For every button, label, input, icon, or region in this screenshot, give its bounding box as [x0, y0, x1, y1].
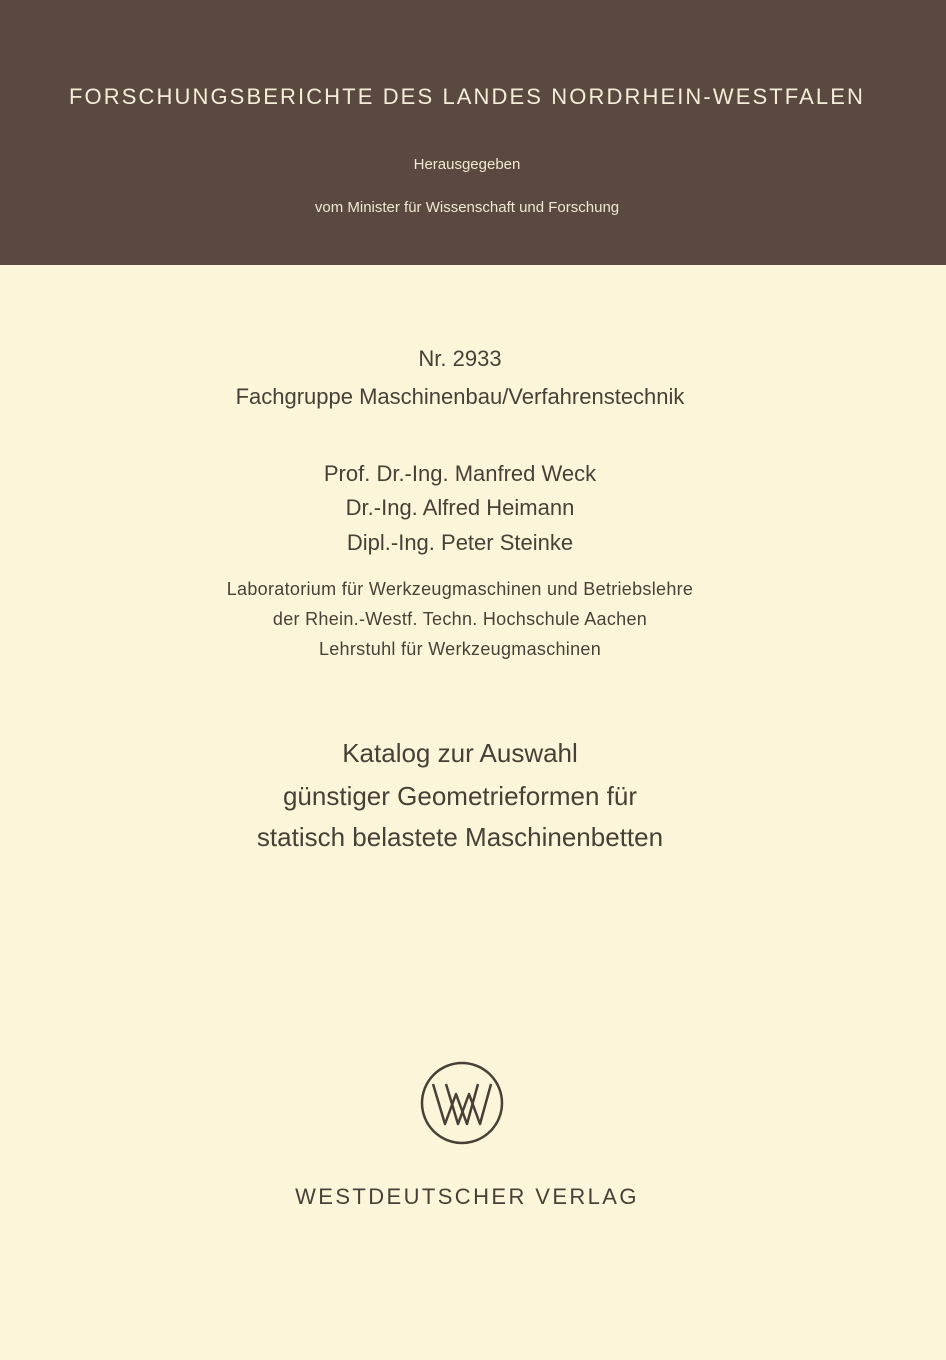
volume-number: Nr. 2933	[418, 346, 502, 371]
publisher-name: WESTDEUTSCHER VERLAG	[295, 1184, 639, 1209]
subject-group: Fachgruppe Maschinenbau/Verfahrenstechnik	[235, 384, 685, 409]
author-1: Prof. Dr.-Ing. Manfred Weck	[323, 461, 597, 486]
header-band	[0, 0, 946, 265]
published-by-minister: vom Minister für Wissenschaft und Forschung	[314, 199, 620, 216]
author-3: Dipl.-Ing. Peter Steinke	[346, 530, 574, 555]
published-by-label: Herausgegeben	[413, 156, 521, 173]
book-title-line-3: statisch belastete Maschinenbetten	[256, 822, 664, 852]
series-title: FORSCHUNGSBERICHTE DES LANDES NORDRHEIN-WESTFALEN	[69, 84, 865, 109]
book-title-line-1: Katalog zur Auswahl	[342, 738, 578, 768]
author-2: Dr.-Ing. Alfred Heimann	[345, 495, 575, 520]
publisher-logo-icon	[419, 1060, 505, 1146]
institution-line-1: Laboratorium für Werkzeugmaschinen und Betriebslehre	[226, 579, 694, 599]
institution-line-3: Lehrstuhl für Werkzeugmaschinen	[318, 639, 602, 659]
book-title-line-2: günstiger Geometrieformen für	[282, 781, 638, 811]
institution-line-2: der Rhein.-Westf. Techn. Hochschule Aachen	[272, 609, 648, 629]
